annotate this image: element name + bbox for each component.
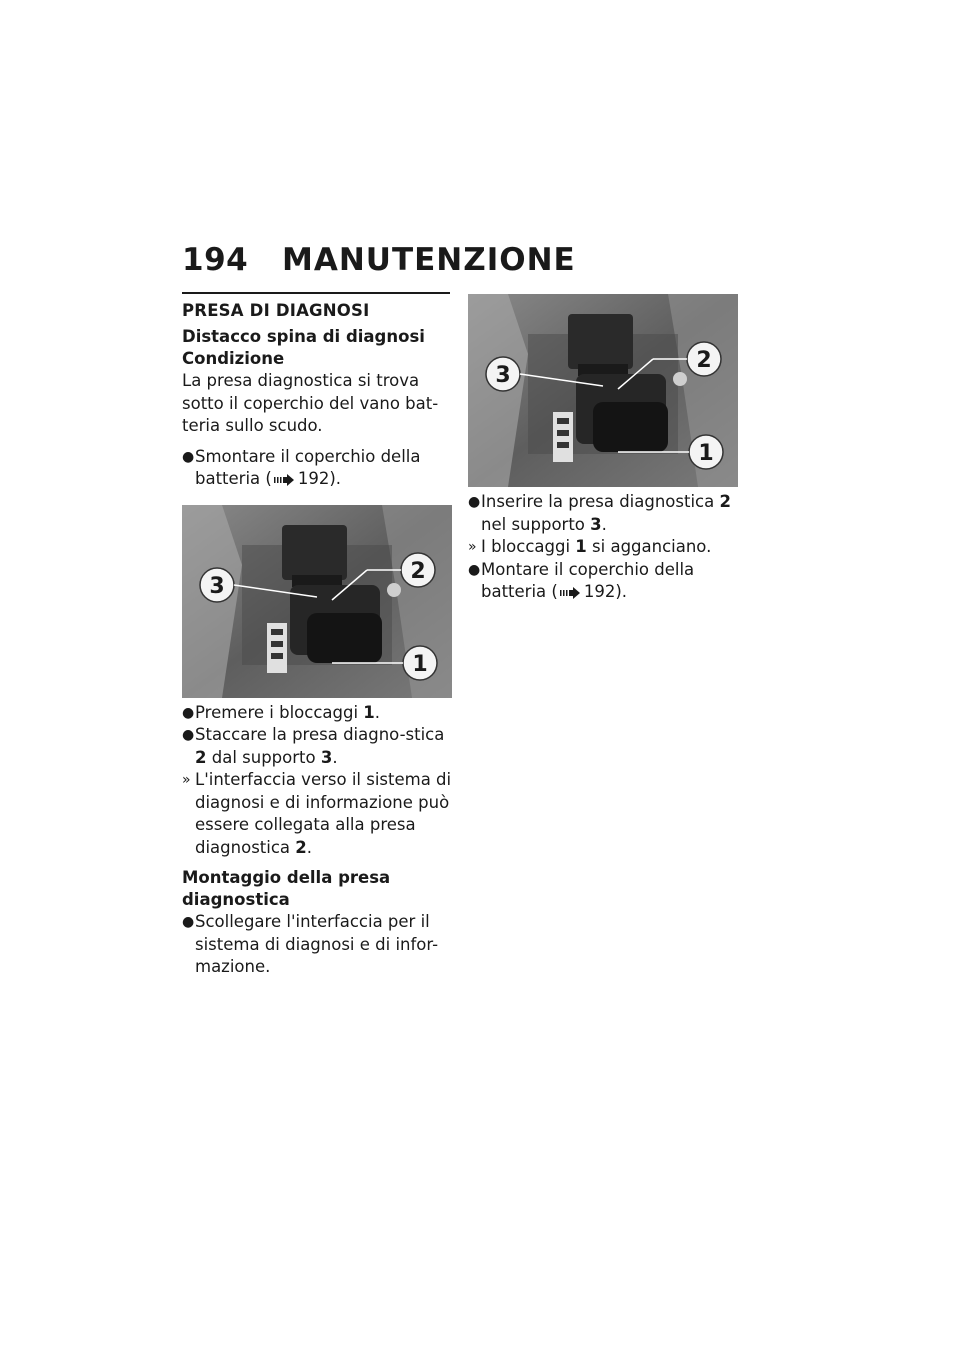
step-text: Premere i bloccaggi <box>195 702 364 722</box>
list-item <box>182 702 452 725</box>
steps-list-2 <box>182 702 452 860</box>
step-text-end: . <box>601 514 607 534</box>
steps-list-3 <box>182 911 452 979</box>
ref-number: 2 <box>295 837 307 857</box>
step-text-end: . <box>374 702 381 722</box>
bullet-mark: ● <box>468 494 481 510</box>
steps-list-1 <box>182 446 452 491</box>
list-item <box>468 491 738 536</box>
subheading-installation: Montaggio della presa diagnostica <box>182 868 391 909</box>
ref-number: 3 <box>590 514 602 534</box>
ref-number: 2 <box>719 492 731 511</box>
bullet-mark: ● <box>182 727 195 743</box>
step-text-end: . <box>332 747 338 767</box>
section-rule <box>182 292 450 294</box>
bullet-mark: ● <box>182 914 195 930</box>
right-column <box>468 292 738 604</box>
list-item <box>468 559 738 604</box>
steps-list-right <box>468 491 738 604</box>
result-text-end: . <box>306 837 313 857</box>
photo-diagnosis-socket-installation <box>468 294 738 487</box>
section-title: PRESA DI DIAGNOSI <box>182 301 370 320</box>
page-reference: 192). <box>583 582 628 601</box>
callout-2: 2 <box>696 348 712 373</box>
left-column <box>182 292 452 979</box>
result-mark: » <box>182 772 191 788</box>
chapter-title: MANUTENZIONE <box>282 242 576 278</box>
page-header <box>182 242 576 282</box>
page-number: 194 <box>182 242 249 278</box>
callout-3: 3 <box>209 573 225 599</box>
page-reference: 192). <box>297 469 342 488</box>
condition-text: La presa diagnostica si trova sotto il coperchio del vano bat-teria sullo scudo. <box>182 371 439 435</box>
photo-diagnosis-socket-removal <box>182 505 452 698</box>
ref-number: 1 <box>363 702 375 722</box>
result-mark: » <box>468 539 477 555</box>
step-text: Montare il coperchio della batteria ( <box>481 559 695 601</box>
bullet-mark: ● <box>182 704 195 721</box>
step-text: Scollegare l'interfaccia per il sistema di diagnosi e di infor-mazione. <box>195 912 439 976</box>
page-reference-arrow-icon <box>560 587 582 599</box>
subheading-condition: Condizione <box>182 349 285 368</box>
list-item <box>182 724 452 769</box>
list-item <box>182 911 452 979</box>
bullet-mark: ● <box>468 561 481 578</box>
list-item <box>182 446 452 491</box>
callout-1: 1 <box>698 441 714 466</box>
page-reference-arrow-icon <box>274 474 296 486</box>
step-text: Inserire la presa diagnostica <box>481 492 720 511</box>
callout-1: 1 <box>412 651 428 677</box>
callout-2: 2 <box>410 558 426 584</box>
ref-number: 3 <box>320 747 333 767</box>
ref-number: 1 <box>575 537 587 556</box>
result-text: L'interfaccia verso il sistema di diagnosi e di informazione può essere collegata alla presa diagnostica <box>195 770 452 857</box>
callout-3: 3 <box>495 363 511 388</box>
step-text-mid: dal supporto <box>206 747 321 767</box>
result-text-end: si agganciano. <box>586 537 712 556</box>
step-text-mid: nel supporto <box>481 514 591 534</box>
ref-number: 2 <box>195 747 207 767</box>
step-text: Staccare la presa diagno-stica <box>195 725 445 744</box>
bullet-mark: ● <box>182 448 195 465</box>
step-text: Smontare il coperchio della batteria ( <box>195 446 421 488</box>
list-item-result <box>468 536 738 559</box>
list-item-result <box>182 769 452 859</box>
subheading-removal: Distacco spina di diagnosi <box>182 327 425 346</box>
result-text: I bloccaggi <box>481 537 576 556</box>
